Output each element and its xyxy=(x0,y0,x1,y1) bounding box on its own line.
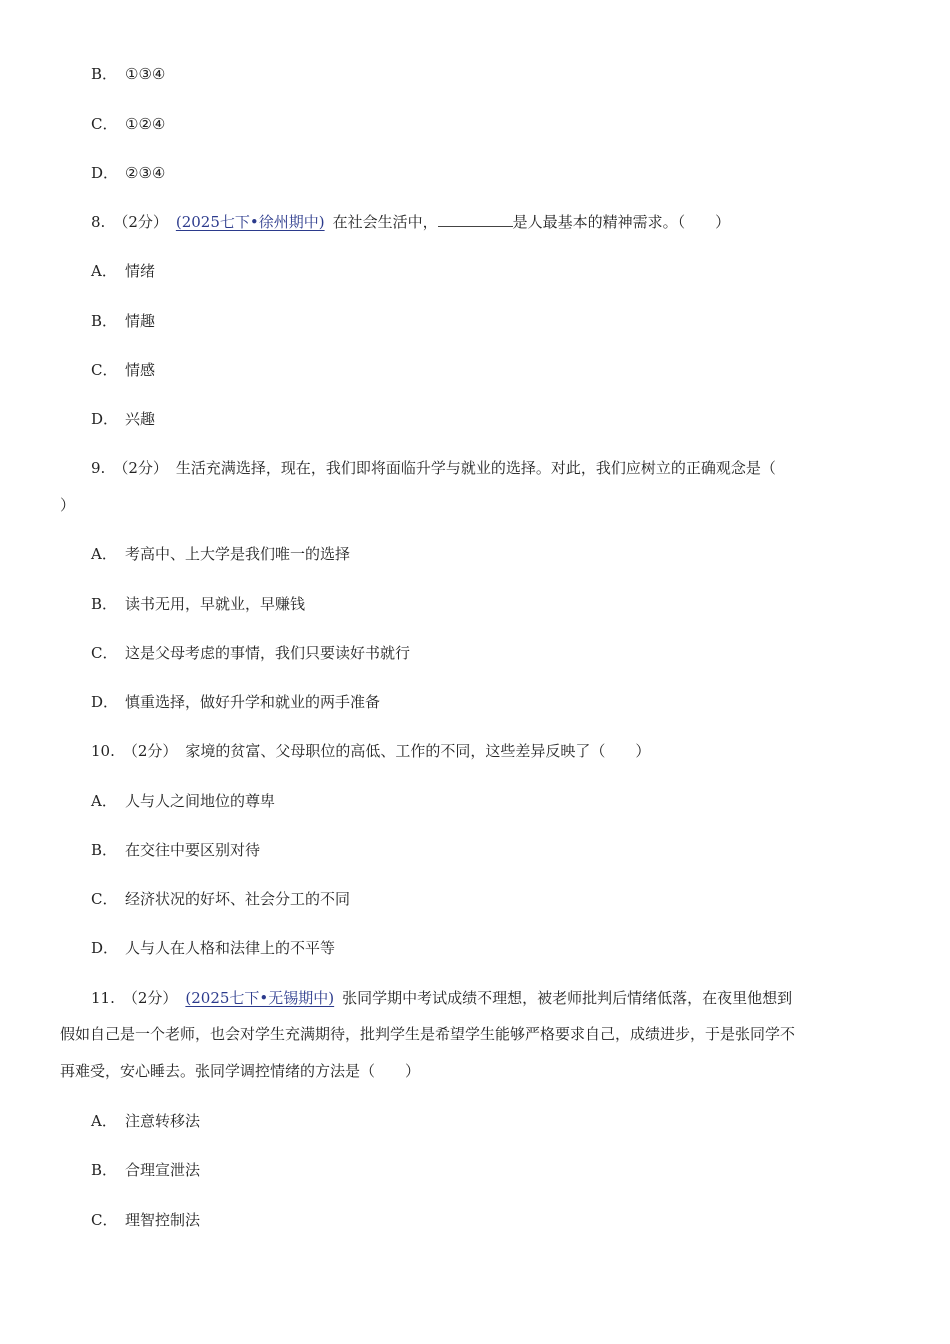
q11-stem-continued xyxy=(60,1061,420,1081)
option-letter: D． xyxy=(91,410,119,428)
q9-stem xyxy=(91,458,776,478)
option-text: 情感 xyxy=(125,361,156,379)
option-text: ①③④ xyxy=(125,65,166,83)
q9-option-a xyxy=(91,544,350,564)
q8-stem xyxy=(91,212,730,232)
q9-option-d xyxy=(91,692,380,712)
q11-stem-continued xyxy=(60,1024,795,1044)
option-letter: C． xyxy=(91,115,118,133)
question-stem-before: 在社会生活中， xyxy=(332,213,438,231)
option-letter: D． xyxy=(91,164,119,182)
option-text: 经济状况的好坏、社会分工的不同 xyxy=(125,890,351,908)
q7-option-b xyxy=(91,64,165,84)
option-letter: A． xyxy=(91,262,117,280)
option-letter: A． xyxy=(91,792,117,810)
option-text: 考高中、上大学是我们唯一的选择 xyxy=(125,545,351,563)
q8-option-d xyxy=(91,409,155,429)
option-text: 理智控制法 xyxy=(125,1211,201,1229)
question-score: （2分） xyxy=(122,742,178,760)
option-letter: D． xyxy=(91,939,119,957)
option-text: 人与人之间地位的尊卑 xyxy=(125,792,276,810)
option-letter: D． xyxy=(91,693,119,711)
q10-option-b xyxy=(91,840,260,860)
question-stem: 家境的贫富、父母职位的高低、工作的不同，这些差异反映了（ ） xyxy=(185,742,651,760)
option-letter: B． xyxy=(91,65,118,83)
question-stem-line2: ） xyxy=(60,496,76,514)
q8-option-c xyxy=(91,360,155,380)
option-text: 慎重选择，做好升学和就业的两手准备 xyxy=(125,693,381,711)
question-number: 11. xyxy=(91,989,115,1007)
option-letter: C． xyxy=(91,644,118,662)
q11-option-c xyxy=(91,1210,200,1230)
option-text: 合理宣泄法 xyxy=(125,1161,201,1179)
q11-stem xyxy=(91,988,792,1008)
option-text: 在交往中要区别对待 xyxy=(125,841,261,859)
fill-blank xyxy=(438,212,513,227)
q7-option-c xyxy=(91,114,165,134)
option-letter: B． xyxy=(91,841,118,859)
question-stem-line1: 张同学期中考试成绩不理想，被老师批判后情绪低落，在夜里他想到 xyxy=(342,989,793,1007)
option-letter: C． xyxy=(91,1211,118,1229)
q10-option-a xyxy=(91,791,275,811)
question-stem-line1: 生活充满选择，现在，我们即将面临升学与就业的选择。对此，我们应树立的正确观念是（ xyxy=(175,459,776,477)
q10-stem xyxy=(91,741,650,761)
q9-option-c xyxy=(91,643,410,663)
option-letter: A． xyxy=(91,1112,117,1130)
option-text: 这是父母考虑的事情，我们只要读好书就行 xyxy=(125,644,411,662)
q10-option-d xyxy=(91,938,335,958)
question-score: （2分） xyxy=(113,459,168,477)
question-source-link[interactable]: (2025七下•徐州期中) xyxy=(175,213,325,231)
question-number: 9. xyxy=(91,459,106,477)
option-text: 人与人在人格和法律上的不平等 xyxy=(125,939,336,957)
option-text: ①②④ xyxy=(125,115,166,133)
question-stem-after: 是人最基本的精神需求。（ ） xyxy=(512,213,731,231)
option-letter: B． xyxy=(91,595,118,613)
q7-option-d xyxy=(91,163,165,183)
question-number: 10. xyxy=(91,742,115,760)
q9-stem-continued xyxy=(60,495,75,515)
option-letter: C． xyxy=(91,361,118,379)
q9-option-b xyxy=(91,594,305,614)
option-letter: C． xyxy=(91,890,118,908)
question-source-link[interactable]: (2025七下•无锡期中) xyxy=(185,989,335,1007)
option-text: ②③④ xyxy=(125,164,166,182)
option-text: 注意转移法 xyxy=(125,1112,201,1130)
question-stem-line2: 假如自己是一个老师，也会对学生充满期待，批判学生是希望学生能够严格要求自己，成绩进步，于是张同学不 xyxy=(60,1025,796,1043)
option-text: 兴趣 xyxy=(125,410,156,428)
option-letter: B． xyxy=(91,312,118,330)
option-text: 情绪 xyxy=(125,262,156,280)
q8-option-b xyxy=(91,311,155,331)
q8-option-a xyxy=(91,261,155,281)
option-text: 情趣 xyxy=(125,312,156,330)
question-score: （2分） xyxy=(113,213,168,231)
option-text: 读书无用，早就业，早赚钱 xyxy=(125,595,306,613)
question-stem-line3: 再难受，安心睡去。张同学调控情绪的方法是（ ） xyxy=(60,1062,421,1080)
question-score: （2分） xyxy=(122,989,178,1007)
question-number: 8. xyxy=(91,213,106,231)
q11-option-a xyxy=(91,1111,200,1131)
q10-option-c xyxy=(91,889,350,909)
option-letter: A． xyxy=(91,545,117,563)
q11-option-b xyxy=(91,1160,200,1180)
option-letter: B． xyxy=(91,1161,118,1179)
